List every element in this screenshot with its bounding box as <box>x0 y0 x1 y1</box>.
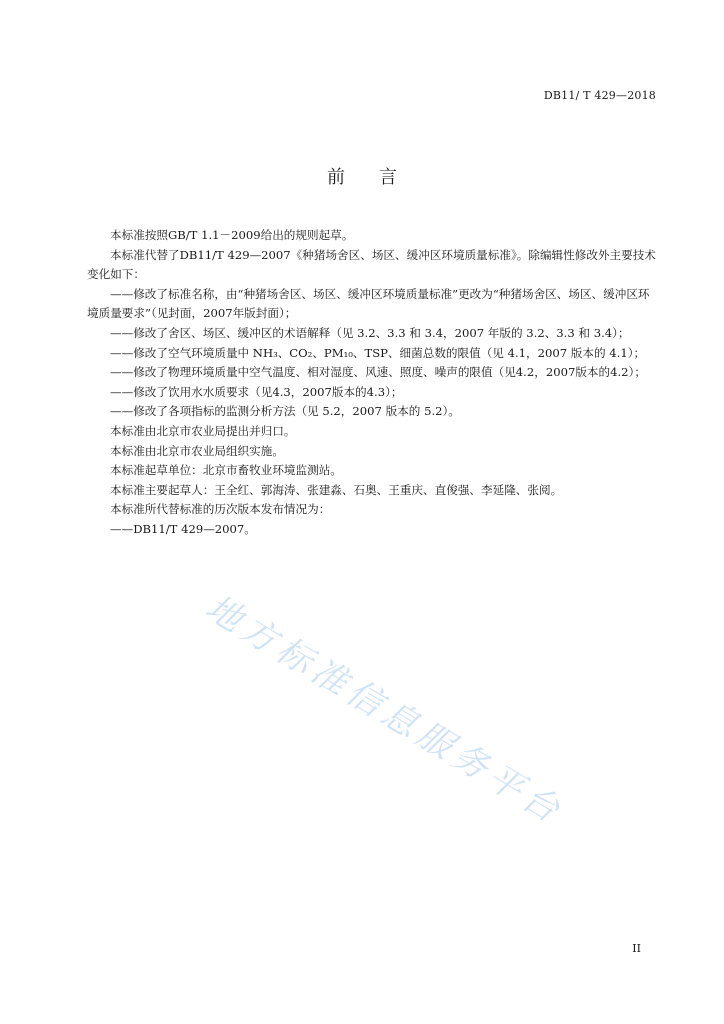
foreword-body <box>87 226 659 540</box>
page-title: 前言 <box>327 167 431 188</box>
paragraph: 本标准由北京市农业局提出并归口。 <box>110 423 296 438</box>
paragraph: ——修改了空气环境质量中 NH₃、CO₂、PM₁₀、TSP、细菌总数的限值（见 4.1，2007 版本的 4.1）； <box>110 345 646 360</box>
paragraph: ——修改了各项指标的监测分析方法（见 5.2，2007 版本的 5.2）。 <box>110 404 460 419</box>
paragraph: ——修改了舍区、场区、缓冲区的术语解释（见 3.2、3.3 和 3.4，2007 年版的 3.2、3.3 和 3.4）； <box>110 325 630 340</box>
page-number: II <box>632 942 641 955</box>
paragraph: ——修改了标准名称，由“种猪场舍区、场区、缓冲区环境质量标准”更改为“种猪场舍区、场区、缓冲区环境质量要求”（见封面，2007年版封面）； <box>87 286 650 321</box>
paragraph: 本标准起草单位：北京市畜牧业环境监测站。 <box>110 463 342 478</box>
paragraph: ——DB11/T 429—2007。 <box>110 521 256 536</box>
paragraph: 本标准主要起草人：王全红、郭海涛、张建淼、石奥、王重庆、直俊强、李延隆、张阅。 <box>110 482 563 497</box>
watermark: 地方标准信息服务平台 <box>198 587 571 834</box>
paragraph: 本标准代替了DB11/T 429—2007《种猪场舍区、场区、缓冲区环境质量标准》。除编辑性修改外主要技术变化如下： <box>87 247 656 282</box>
paragraph: 本标准所代替标准的历次版本发布情况为： <box>110 502 331 517</box>
paragraph: 本标准由北京市农业局组织实施。 <box>110 443 284 458</box>
header-code: DB11/ T 429—2018 <box>543 89 656 102</box>
paragraph: 本标准按照GB/T 1.1－2009给出的规则起草。 <box>110 228 354 242</box>
paragraph: ——修改了饮用水水质要求（见4.3，2007版本的4.3）； <box>110 384 403 399</box>
paragraph: ——修改了物理环境质量中空气温度、相对湿度、风速、照度、噪声的限值（见4.2，2007版本的4.2）； <box>110 365 646 380</box>
